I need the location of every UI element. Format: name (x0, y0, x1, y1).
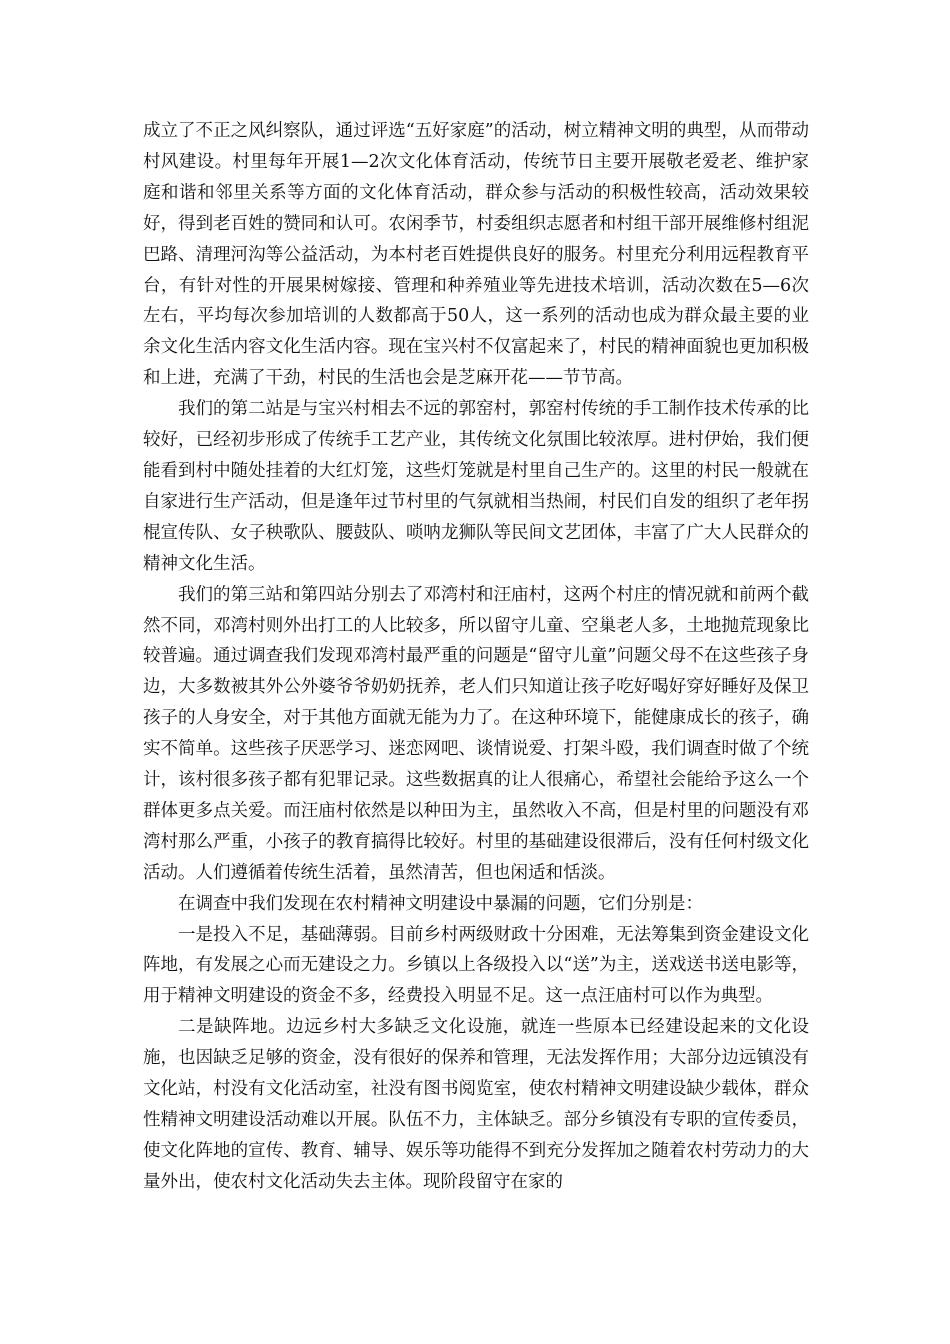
paragraph-2: 我们的第二站是与宝兴村相去不远的郭窑村，郭窑村传统的手工制作技术传承的比较好，已经初步形成了传统手工艺产业，其传统文化氛围比较浓厚。进村伊始，我们便能看到村中随处挂着的大红灯笼，这些灯笼就是村里自己生产的。这里的村民一般就在自家进行生产活动，但是逢年过节村里的气氛就相当热闹，村民们自发的组织了老年拐棍宣传队、女子秧歌队、腰鼓队、唢呐龙狮队等民间文艺团体，丰富了广大人民群众的精神文化生活。 (143, 399, 809, 574)
document-body (143, 116, 809, 1198)
paragraph-6: 二是缺阵地。边远乡村大多缺乏文化设施，就连一些原本已经建设起来的文化设施，也因缺乏足够的资金，没有很好的保养和管理，无法发挥作用；大部分边远镇没有文化站，村没有文化活动室，社没有图书阅览室，使农村精神文明建设缺少载体，群众性精神文明建设活动难以开展。队伍不力，主体缺乏。部分乡镇没有专职的宣传委员，使文化阵地的宣传、教育、辅导、娱乐等功能得不到充分发挥加之随着农村劳动力的大量外出，使农村文化活动失去主体。现阶段留守在家的 (143, 1017, 809, 1192)
paragraph-3: 我们的第三站和第四站分别去了邓湾村和汪庙村，这两个村庄的情况就和前两个截然不同，邓湾村则外出打工的人比较多，所以留守儿童、空巢老人多，土地抛荒现象比较普遍。通过调查我们发现邓湾村最严重的问题是“留守儿童”问题父母不在这些孩子身边，大多数被其外公外婆爷爷奶奶抚养，老人们只知道让孩子吃好喝好穿好睡好及保卫孩子的人身安全，对于其他方面就无能为力了。在这种环境下，能健康成长的孩子，确实不简单。这些孩子厌恶学习、迷恋网吧、谈情说爱、打架斗殴，我们调查时做了个统计，该村很多孩子都有犯罪记录。这些数据真的让人很痛心，希望社会能给予这么一个群体更多点关爱。而汪庙村依然是以种田为主，虽然收入不高，但是村里的问题没有邓湾村那么严重，小孩子的教育搞得比较好。村里的基础建设很滞后，没有任何村级文化活动。人们遵循着传统生活着，虽然清苦，但也闲适和恬淡。 (143, 584, 809, 883)
paragraph-4: 在调查中我们发现在农村精神文明建设中暴漏的问题，它们分别是： (178, 893, 703, 914)
paragraph-1: 成立了不正之风纠察队，通过评选“五好家庭”的活动，树立精神文明的典型，从而带动村风建设。村里每年开展1—2次文化体育活动，传统节日主要开展敬老爱老、维护家庭和谐和邻里关系等方面的文化体育活动，群众参与活动的积极性较高，活动效果较好，得到老百姓的赞同和认可。农闲季节，村委组织志愿者和村组干部开展维修村组泥巴路、清理河沟等公益活动，为本村老百姓提供良好的服务。村里充分利用远程教育平台，有针对性的开展果树嫁接、管理和种养殖业等先进技术培训，活动次数在5—6次左右，平均每次参加培训的人数都高于50人，这一系列的活动也成为群众最主要的业余文化生活内容文化生活内容。现在宝兴村不仅富起来了，村民的精神面貌也更加积极和上进，充满了干劲，村民的生活也会是芝麻开花——节节高。 (143, 121, 809, 389)
paragraph-5: 一是投入不足，基础薄弱。目前乡村两级财政十分困难，无法筹集到资金建设文化阵地，有发展之心而无建设之力。乡镇以上各级投入以“送”为主，送戏送书送电影等，用于精神文明建设的资金不多，经费投入明显不足。这一点汪庙村可以作为典型。 (143, 924, 809, 1007)
